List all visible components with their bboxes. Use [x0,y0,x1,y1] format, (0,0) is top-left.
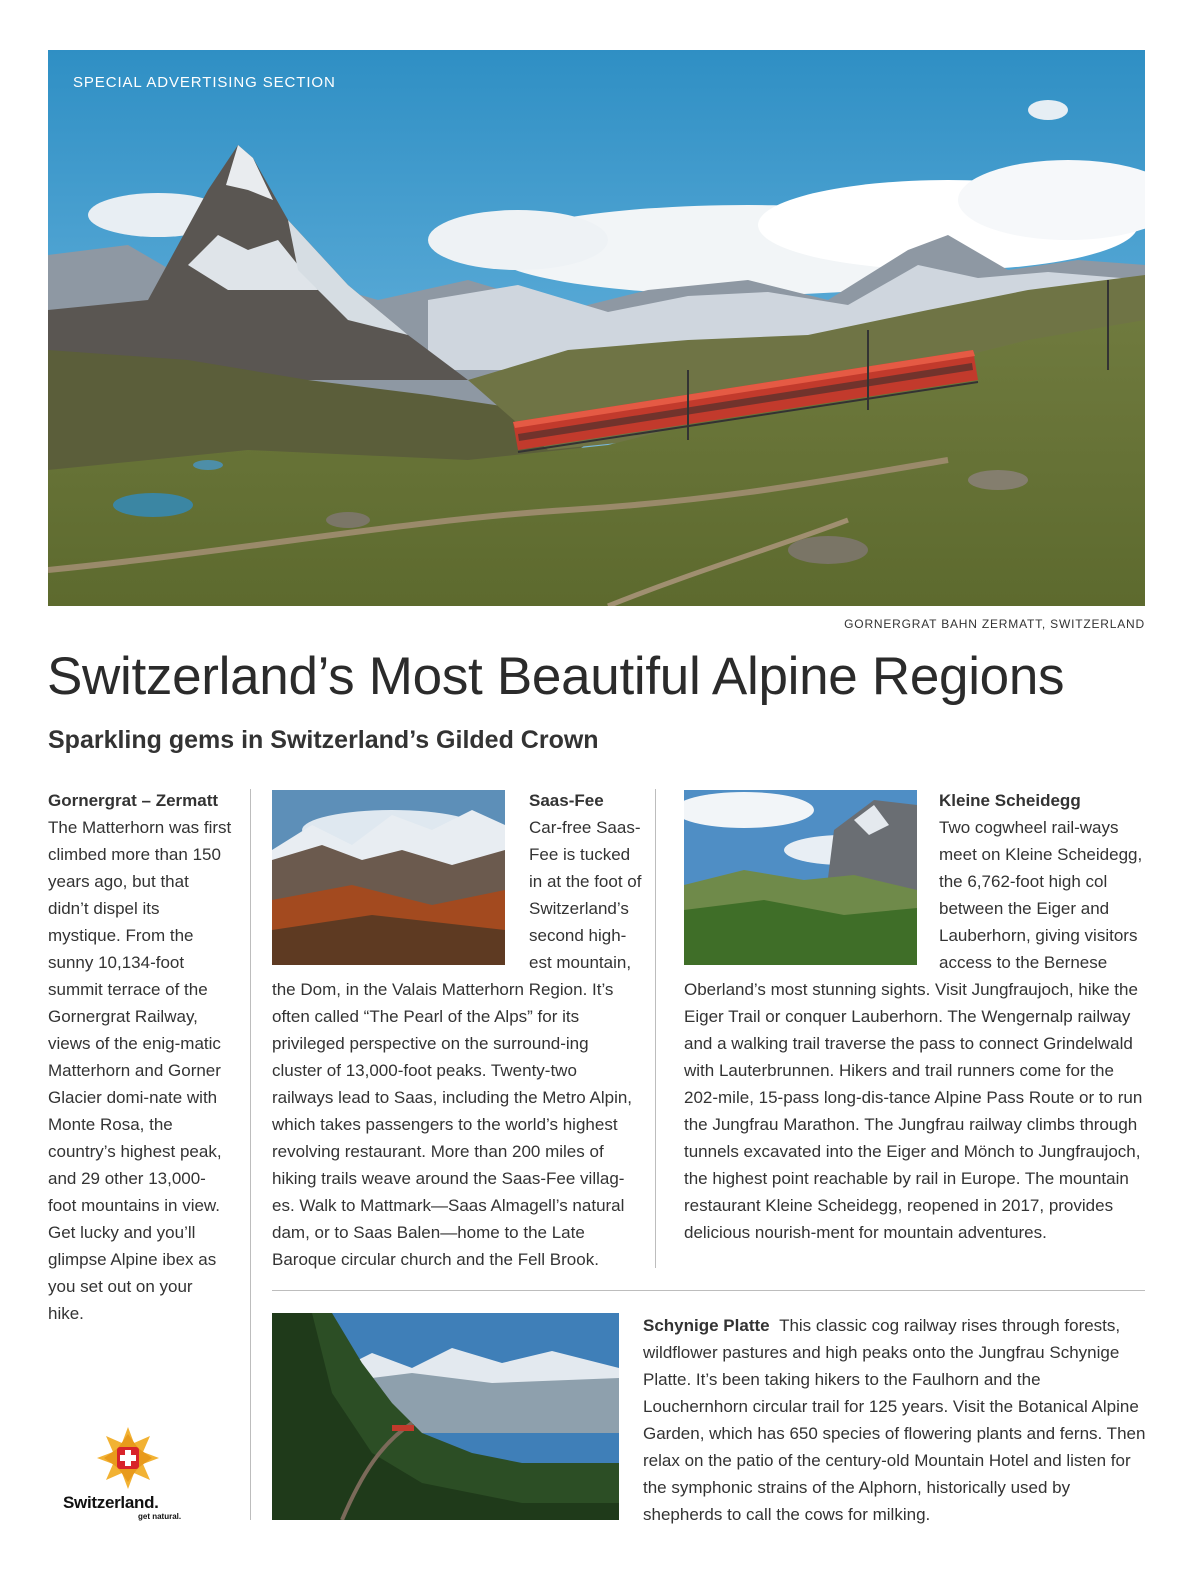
schynige-platte-heading: Schynige Platte [643,1316,770,1335]
gornergrat-heading: Gornergrat – Zermatt [48,791,219,810]
logo-wordmark: Switzerland. [63,1493,159,1512]
gornergrat-body: The Matterhorn was first climbed more than 150 years ago, but that didn’t dispel its mystique. From the sunny 10,134-foot summit terrace of the Gornergrat Railway, views of the enig-matic Matterhorn and Gorner Glacier domi-nate with Monte Rosa, the country’s highest peak, and 29 other 13,000-foot mountains in view. Get lucky and you’ll glimpse Alpine ibex as you set out on your hike. [48,818,232,1323]
kleine-scheidegg-heading: Kleine Scheidegg [939,791,1081,810]
schynige-platte-body: This classic cog railway rises through forests, wildflower pastures and high peaks onto the Jungfrau Schynige Platte. It’s been taking hikers to the Faulhorn and the Louchernhorn circular trail for 125 years. Visit the Botanical Alpine Garden, which has 650 species of flowering plants and ferns. Then relax on the patio of the century-old Mountain Hotel and listen for the symphonic strains of the Alphorn, historically used by shepherds to call the cows for milking. [643,1316,1146,1524]
gornergrat-section [48,787,233,1327]
kleine-scheidegg-photo [684,790,917,965]
page-title: Switzerland’s Most Beautiful Alpine Regions [47,647,1065,706]
saas-fee-section [272,787,642,1273]
swiss-star-cross-icon [60,1425,205,1495]
switzerland-logo [60,1425,205,1525]
matterhorn-train-photo [48,50,1145,606]
column-divider-2 [655,789,656,1268]
schynige-platte-photo [272,1313,619,1520]
column-divider-1 [250,789,251,1520]
special-advertising-label: SPECIAL ADVERTISING SECTION [73,74,336,91]
kleine-scheidegg-body: Two cogwheel rail-ways meet on Kleine Scheidegg, the 6,762-foot high col between the Eiger and Lauberhorn, giving visitors access to the Bernese Oberland’s most stunning sights. Visit Jungfraujoch, hike the Eiger Trail or conquer Lauberhorn. The Wengernalp railway and a walking trail traverse the pass to connect Grindelwald with Lauterbrunnen. Hikers and trail runners come for the 202-mile, 15-pass long-dis-tance Alpine Pass Route or to run the Jungfrau Marathon. The Jungfrau railway climbs through tunnels excavated into the Eiger and Mönch to Jungfraujoch, the highest point reachable by rail in Europe. The mountain restaurant Kleine Scheidegg, reopened in 2017, provides delicious nourish-ment for mountain adventures. [684,818,1143,1242]
kleine-scheidegg-section [684,787,1146,1246]
saas-fee-photo [272,790,505,965]
page-subtitle: Sparkling gems in Switzerland’s Gilded Crown [48,726,599,754]
photo-caption: GORNERGRAT BAHN ZERMATT, SWITZERLAND [844,617,1145,631]
saas-fee-body: Car-free Saas-Fee is tucked in at the foot of Switzerland’s second high-est mountain, the Dom, in the Valais Matterhorn Region. It’s often called “The Pearl of the Alps” for its privileged perspective on the surround-ing cluster of 13,000-foot peaks. Twenty-two railways lead to Saas, including the Metro Alpin, which takes passengers to the world’s highest revolving restaurant. More than 200 miles of hiking trails weave around the Saas-Fee villag-es. Walk to Mattmark—Saas Almagell’s natural dam, or to Saas Balen—home to the Late Baroque circular church and the Fell Brook. [272,818,642,1269]
section-divider [272,1290,1145,1291]
logo-tagline: get natural. [138,1512,182,1521]
schynige-platte-section [643,1312,1146,1528]
saas-fee-heading: Saas-Fee [529,791,604,810]
hero-photo [48,50,1145,606]
